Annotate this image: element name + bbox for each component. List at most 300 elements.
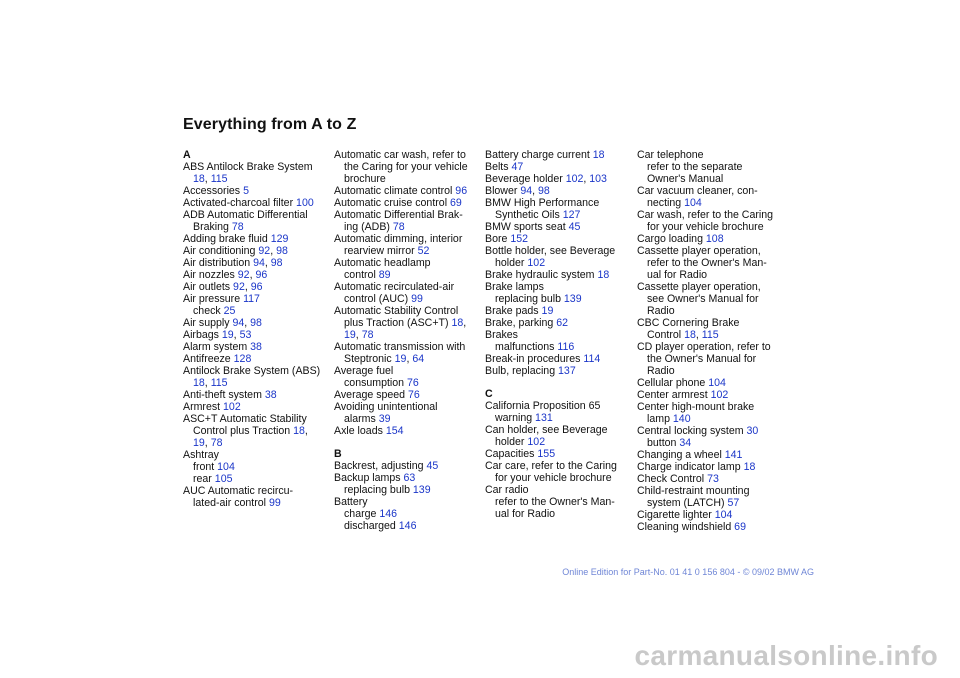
index-subline bbox=[637, 437, 787, 449]
index-subline: 19, 78 bbox=[193, 437, 223, 449]
page-link[interactable]: 94 bbox=[253, 257, 265, 269]
page-link[interactable]: 128 bbox=[233, 353, 252, 365]
page-link[interactable]: 114 bbox=[583, 353, 601, 365]
index-term-text: Automatic climate control bbox=[334, 185, 456, 197]
page-link[interactable]: 78 bbox=[392, 221, 405, 233]
page-link[interactable]: 146 bbox=[398, 520, 417, 532]
page-link[interactable]: 19 bbox=[344, 329, 356, 341]
index-subline bbox=[485, 436, 635, 448]
index-term bbox=[485, 424, 635, 436]
index-subline bbox=[637, 161, 787, 173]
index-entry bbox=[637, 149, 787, 185]
index-entry bbox=[637, 461, 787, 473]
index-subline bbox=[334, 245, 484, 257]
page-link[interactable]: 92 bbox=[233, 281, 245, 293]
index-term-text: Brake pads bbox=[485, 305, 542, 317]
index-term: Air distribution 94, 98 bbox=[183, 257, 283, 269]
index-term-text: Adding brake fluid bbox=[183, 233, 271, 245]
index-term bbox=[485, 149, 635, 161]
index-term-text: Central locking system bbox=[637, 425, 747, 437]
index-entry bbox=[334, 425, 484, 437]
page-link[interactable]: 140 bbox=[672, 413, 691, 425]
index-subline bbox=[485, 293, 635, 305]
index-term-text: Synthetic Oils bbox=[495, 209, 563, 221]
index-term-text: charge bbox=[344, 508, 380, 520]
page-link[interactable]: 64 bbox=[412, 353, 425, 365]
index-entry bbox=[183, 209, 333, 233]
index-term-text: Changing a wheel bbox=[637, 449, 725, 461]
index-term-text: Brake, parking bbox=[485, 317, 557, 329]
page-link[interactable]: 69 bbox=[450, 197, 462, 209]
index-term bbox=[183, 449, 333, 461]
index-term-text: Cigarette lighter bbox=[637, 509, 715, 521]
page-link[interactable]: 102 bbox=[223, 401, 241, 413]
index-term bbox=[485, 317, 635, 329]
page-link[interactable]: 18 bbox=[743, 461, 756, 473]
page-link[interactable]: 127 bbox=[562, 209, 581, 221]
index-entry bbox=[485, 400, 635, 424]
index-entry bbox=[637, 317, 787, 341]
page-link[interactable]: 57 bbox=[727, 497, 740, 509]
index-term-text: Beverage holder bbox=[485, 173, 566, 185]
index-term-text: Average speed bbox=[334, 389, 409, 401]
index-term-text: Control bbox=[647, 329, 685, 341]
index-entry bbox=[485, 305, 635, 317]
page-link[interactable]: 104 bbox=[708, 377, 726, 389]
index-term-text: Check Control bbox=[637, 473, 708, 485]
index-entry bbox=[485, 149, 635, 161]
edition-footer: Online Edition for Part-No. 01 41 0 156 804 - © 09/02 BMW AG bbox=[562, 567, 814, 577]
index-entry bbox=[485, 281, 635, 305]
page-link[interactable]: 76 bbox=[407, 377, 419, 389]
page-link[interactable]: 92 bbox=[237, 269, 250, 281]
page-link[interactable]: 116 bbox=[557, 341, 575, 353]
index-entry bbox=[334, 365, 484, 389]
page-link[interactable]: 99 bbox=[268, 497, 281, 509]
index-entry bbox=[637, 425, 787, 449]
index-term-text: see Owner's Manual for bbox=[647, 293, 759, 305]
index-term bbox=[485, 221, 635, 233]
index-term-text: control bbox=[344, 269, 379, 281]
index-subline bbox=[334, 161, 484, 173]
index-subline bbox=[334, 413, 484, 425]
index-term bbox=[637, 389, 787, 401]
index-subline bbox=[334, 377, 484, 389]
page-link[interactable]: 19 bbox=[394, 353, 407, 365]
index-term-text: Bore bbox=[485, 233, 511, 245]
index-term-text: plus Traction (ASC+T) bbox=[344, 317, 452, 329]
index-subline bbox=[637, 197, 787, 209]
index-entry bbox=[485, 221, 635, 233]
index-column-3 bbox=[485, 149, 635, 520]
index-entry bbox=[183, 257, 333, 269]
index-subline bbox=[334, 221, 484, 233]
index-column-2 bbox=[334, 149, 484, 532]
index-entry bbox=[183, 485, 333, 509]
index-subline: plus Traction (ASC+T) 18, bbox=[344, 317, 467, 329]
index-entry bbox=[183, 197, 333, 209]
index-entry bbox=[334, 496, 484, 532]
index-term bbox=[334, 209, 484, 221]
index-subline bbox=[485, 472, 635, 484]
index-term-text: Average fuel bbox=[334, 365, 394, 377]
index-letter-heading: A bbox=[183, 149, 191, 161]
index-term bbox=[637, 281, 787, 293]
index-term-text: Owner's Manual bbox=[647, 173, 724, 185]
index-term-text: button bbox=[647, 437, 680, 449]
index-entry bbox=[183, 281, 333, 293]
page-link[interactable]: 115 bbox=[210, 173, 228, 185]
index-term bbox=[183, 389, 333, 401]
index-term bbox=[334, 401, 484, 413]
page-link[interactable]: 5 bbox=[243, 185, 249, 197]
index-term-text: Can holder, see Beverage bbox=[485, 424, 608, 436]
index-entry bbox=[485, 365, 635, 377]
index-subline bbox=[485, 341, 635, 353]
index-term-text: Automatic cruise control bbox=[334, 197, 450, 209]
index-entry bbox=[637, 521, 787, 533]
page-link[interactable]: 19 bbox=[193, 437, 205, 449]
index-term-text: ABS Antilock Brake System bbox=[183, 161, 313, 173]
page-link[interactable]: 98 bbox=[250, 317, 262, 329]
index-term-text: Break-in procedures bbox=[485, 353, 584, 365]
index-term bbox=[183, 413, 333, 425]
index-term bbox=[485, 448, 635, 460]
index-term-text: CBC Cornering Brake bbox=[637, 317, 740, 329]
index-subline bbox=[637, 269, 787, 281]
index-term-text: Air conditioning bbox=[183, 245, 259, 257]
index-term-text: CD player operation, refer to bbox=[637, 341, 771, 353]
page-link[interactable]: 155 bbox=[537, 448, 556, 460]
index-term-text: replacing bulb bbox=[495, 293, 564, 305]
index-entry bbox=[637, 233, 787, 245]
index-term bbox=[334, 425, 484, 437]
index-term-text: Cleaning windshield bbox=[637, 521, 735, 533]
index-term-text: rear bbox=[193, 473, 215, 485]
index-term-text: refer to the separate bbox=[647, 161, 743, 173]
page-link[interactable]: 139 bbox=[563, 293, 582, 305]
index-term bbox=[183, 365, 333, 377]
page-link[interactable]: 137 bbox=[558, 365, 576, 377]
index-entry bbox=[183, 269, 333, 281]
index-term-text: ing (ADB) bbox=[344, 221, 393, 233]
index-term-text: Charge indicator lamp bbox=[637, 461, 744, 473]
index-subline: Steptronic 19, 64 bbox=[344, 353, 425, 365]
index-entry bbox=[183, 329, 333, 341]
index-term bbox=[334, 496, 484, 508]
index-subline bbox=[637, 293, 787, 305]
index-letter-heading: C bbox=[485, 388, 493, 400]
page-link[interactable]: 62 bbox=[556, 317, 569, 329]
index-term-text: Air outlets bbox=[183, 281, 234, 293]
index-entry bbox=[485, 353, 635, 365]
index-entry bbox=[183, 389, 333, 401]
index-term bbox=[485, 353, 635, 365]
index-entry bbox=[183, 401, 333, 413]
index-entry bbox=[183, 449, 333, 485]
index-entry bbox=[485, 233, 635, 245]
index-entry bbox=[637, 185, 787, 209]
index-term-text: the Owner's Manual for bbox=[647, 353, 757, 365]
index-term bbox=[485, 269, 635, 281]
page-link[interactable]: 52 bbox=[417, 245, 430, 257]
index-term bbox=[183, 197, 333, 209]
page-link[interactable]: 39 bbox=[378, 413, 391, 425]
index-term-text: Alarm system bbox=[183, 341, 251, 353]
page-link[interactable]: 45 bbox=[568, 221, 581, 233]
index-term-text: Brakes bbox=[485, 329, 518, 341]
index-entry bbox=[334, 257, 484, 281]
index-subline bbox=[485, 257, 635, 269]
index-term: Air supply 94, 98 bbox=[183, 317, 262, 329]
page-link[interactable]: 99 bbox=[411, 293, 423, 305]
page-link[interactable]: 104 bbox=[714, 509, 733, 521]
page-link[interactable]: 63 bbox=[403, 472, 416, 484]
index-entry bbox=[637, 509, 787, 521]
index-entry bbox=[334, 197, 484, 209]
index-entry bbox=[637, 281, 787, 317]
index-term bbox=[183, 233, 333, 245]
page-link[interactable]: 102 bbox=[527, 436, 546, 448]
page-link[interactable]: 45 bbox=[426, 460, 439, 472]
page-link[interactable]: 98 bbox=[276, 245, 288, 257]
index-term-text: Car radio bbox=[485, 484, 529, 496]
index-term: Air nozzles 92, 96 bbox=[183, 269, 268, 281]
page-link[interactable]: 131 bbox=[535, 412, 553, 424]
page-link[interactable]: 152 bbox=[510, 233, 529, 245]
index-term bbox=[485, 233, 635, 245]
index-entry bbox=[183, 233, 333, 245]
page-link[interactable]: 96 bbox=[255, 269, 268, 281]
page-link[interactable]: 19 bbox=[541, 305, 554, 317]
index-term-text: ASC+T Automatic Stability bbox=[183, 413, 307, 425]
page-link[interactable]: 69 bbox=[734, 521, 746, 533]
index-term bbox=[334, 149, 484, 161]
index-term-text: for your vehicle brochure bbox=[647, 221, 764, 233]
index-term-text: Car care, refer to the Caring bbox=[485, 460, 617, 472]
page-title: Everything from A to Z bbox=[183, 116, 357, 133]
page-link[interactable]: 96 bbox=[455, 185, 468, 197]
index-term bbox=[183, 209, 333, 221]
page-link[interactable]: 34 bbox=[679, 437, 692, 449]
watermark: carmanualsonline.info bbox=[634, 640, 938, 671]
index-entry bbox=[183, 413, 333, 449]
page-link[interactable]: 115 bbox=[210, 377, 228, 389]
index-term-text: Cargo loading bbox=[637, 233, 706, 245]
index-term bbox=[637, 317, 787, 329]
index-subline: 18, 115 bbox=[193, 377, 228, 389]
index-term-text: Backrest, adjusting bbox=[334, 460, 427, 472]
index-term bbox=[637, 521, 787, 533]
index-term-text: Air pressure bbox=[183, 293, 244, 305]
index-entry bbox=[183, 185, 333, 197]
index-entry bbox=[485, 460, 635, 484]
index-subline: 19, 78 bbox=[344, 329, 374, 341]
index-subline bbox=[334, 508, 484, 520]
page-link[interactable]: 18 bbox=[597, 269, 610, 281]
page-link[interactable]: 25 bbox=[223, 305, 236, 317]
page-link[interactable]: 139 bbox=[412, 484, 431, 496]
page-link[interactable]: 30 bbox=[746, 425, 759, 437]
page-link[interactable]: 108 bbox=[705, 233, 724, 245]
index-term bbox=[485, 484, 635, 496]
index-subline bbox=[485, 412, 635, 424]
page-link[interactable]: 78 bbox=[210, 437, 223, 449]
page-link[interactable]: 38 bbox=[264, 389, 277, 401]
index-term-text: malfunctions bbox=[495, 341, 558, 353]
index-term bbox=[334, 305, 484, 317]
index-term-text: Air nozzles bbox=[183, 269, 238, 281]
index-entry bbox=[485, 329, 635, 353]
index-term-text: holder bbox=[495, 257, 528, 269]
page-link[interactable]: 73 bbox=[707, 473, 719, 485]
page-link[interactable]: 18 bbox=[193, 173, 205, 185]
index-term-text: Accessories bbox=[183, 185, 244, 197]
index-term-text: holder bbox=[495, 436, 528, 448]
index-entry bbox=[334, 209, 484, 233]
page-link[interactable]: 98 bbox=[270, 257, 283, 269]
index-term bbox=[334, 472, 484, 484]
index-term-text: ADB Automatic Differential bbox=[183, 209, 308, 221]
index-subline bbox=[183, 461, 333, 473]
index-term bbox=[334, 365, 484, 377]
page-link[interactable]: 117 bbox=[243, 293, 260, 305]
index-term bbox=[334, 257, 484, 269]
page-link[interactable]: 78 bbox=[231, 221, 244, 233]
page-link[interactable]: 104 bbox=[217, 461, 235, 473]
index-term-text: for your vehicle brochure bbox=[495, 472, 612, 484]
index-term bbox=[183, 161, 333, 173]
index-term bbox=[637, 401, 787, 413]
index-subline bbox=[485, 209, 635, 221]
index-term-text: ual for Radio bbox=[495, 508, 556, 520]
index-term-text: Brake lamps bbox=[485, 281, 544, 293]
index-term-text: BMW sports seat bbox=[485, 221, 569, 233]
index-term-text: front bbox=[193, 461, 218, 473]
page-link[interactable]: 89 bbox=[378, 269, 391, 281]
index-term-text: refer to the Owner's Man- bbox=[647, 257, 767, 269]
index-term-text: Antilock Brake System (ABS) bbox=[183, 365, 321, 377]
index-subline bbox=[485, 508, 635, 520]
page-link[interactable]: 94 bbox=[232, 317, 245, 329]
page-link[interactable]: 47 bbox=[511, 161, 524, 173]
index-entry bbox=[637, 449, 787, 461]
index-term bbox=[485, 245, 635, 257]
index-term bbox=[637, 149, 787, 161]
index-subline bbox=[334, 484, 484, 496]
page-link[interactable]: 53 bbox=[239, 329, 252, 341]
page-link[interactable]: 18 bbox=[451, 317, 464, 329]
index-term bbox=[485, 365, 635, 377]
index-term-text: Control plus Traction bbox=[193, 425, 294, 437]
page-link[interactable]: 18 bbox=[193, 377, 205, 389]
index-term-text: Bulb, replacing bbox=[485, 365, 559, 377]
index-subline bbox=[334, 173, 484, 185]
page-link[interactable]: 104 bbox=[684, 197, 702, 209]
index-term-text: Automatic Stability Control bbox=[334, 305, 459, 317]
index-term-text: warning bbox=[495, 412, 536, 424]
page-link[interactable]: 115 bbox=[701, 329, 719, 341]
index-term-text: brochure bbox=[344, 173, 386, 185]
index-term-text: Car telephone bbox=[637, 149, 704, 161]
index-term-text: alarms bbox=[344, 413, 379, 425]
page-link[interactable]: 78 bbox=[361, 329, 374, 341]
index-entry bbox=[183, 353, 333, 365]
page-link[interactable]: 102 bbox=[565, 173, 584, 185]
index-term-text: ual for Radio bbox=[647, 269, 708, 281]
page-link[interactable]: 76 bbox=[408, 389, 420, 401]
page-link[interactable]: 18 bbox=[592, 149, 605, 161]
index-term-text: refer to the Owner's Man- bbox=[495, 496, 615, 508]
index-subline: Control plus Traction 18, bbox=[193, 425, 308, 437]
index-term-text: Belts bbox=[485, 161, 512, 173]
index-entry bbox=[485, 424, 635, 448]
index-term bbox=[334, 389, 484, 401]
page-link[interactable]: 146 bbox=[379, 508, 398, 520]
index-entry bbox=[637, 389, 787, 401]
index-term bbox=[485, 400, 635, 412]
index-term-text: Automatic car wash, refer to bbox=[334, 149, 466, 161]
index-subline bbox=[334, 293, 484, 305]
index-entry bbox=[183, 317, 333, 329]
index-subline bbox=[334, 520, 484, 532]
index-term-text: Automatic dimming, interior bbox=[334, 233, 463, 245]
page-link[interactable]: 98 bbox=[538, 185, 550, 197]
index-subline bbox=[637, 173, 787, 185]
index-term-text: Brake hydraulic system bbox=[485, 269, 598, 281]
page-link[interactable]: 38 bbox=[250, 341, 262, 353]
index-term bbox=[183, 341, 333, 353]
index-term-text: BMW High Performance bbox=[485, 197, 600, 209]
page-link[interactable]: 154 bbox=[385, 425, 404, 437]
index-term-text: Ashtray bbox=[183, 449, 219, 461]
index-term bbox=[334, 341, 484, 353]
page-link[interactable]: 141 bbox=[724, 449, 743, 461]
index-term: Air conditioning 92, 98 bbox=[183, 245, 288, 257]
index-column-4 bbox=[637, 149, 787, 533]
index-term bbox=[183, 185, 333, 197]
index-entry bbox=[183, 365, 333, 389]
index-term-text: discharged bbox=[344, 520, 399, 532]
page-link[interactable]: 102 bbox=[527, 257, 546, 269]
index-term-text: lamp bbox=[647, 413, 673, 425]
index-entry bbox=[637, 485, 787, 509]
page-link[interactable]: 94 bbox=[520, 185, 533, 197]
page-link[interactable]: 103 bbox=[589, 173, 607, 185]
index-term-text: Center armrest bbox=[637, 389, 711, 401]
index-term: Airbags 19, 53 bbox=[183, 329, 252, 341]
index-term bbox=[485, 460, 635, 472]
page-link[interactable]: 105 bbox=[214, 473, 233, 485]
index-entry bbox=[637, 473, 787, 485]
index-term-text: Car vacuum cleaner, con- bbox=[637, 185, 758, 197]
page-link[interactable]: 102 bbox=[710, 389, 729, 401]
index-term-text: replacing bulb bbox=[344, 484, 413, 496]
page-link[interactable]: 96 bbox=[250, 281, 263, 293]
index-term bbox=[485, 161, 635, 173]
page-link[interactable]: 92 bbox=[258, 245, 271, 257]
index-subline bbox=[334, 269, 484, 281]
index-term-text: Blower bbox=[485, 185, 521, 197]
page-link[interactable]: 18 bbox=[293, 425, 305, 437]
page-link[interactable]: 100 bbox=[296, 197, 314, 209]
page-link[interactable]: 19 bbox=[221, 329, 234, 341]
index-entry bbox=[183, 293, 333, 317]
index-term-text: Automatic headlamp bbox=[334, 257, 431, 269]
page-link[interactable]: 18 bbox=[684, 329, 696, 341]
page-link[interactable]: 129 bbox=[270, 233, 289, 245]
index-term bbox=[637, 461, 787, 473]
